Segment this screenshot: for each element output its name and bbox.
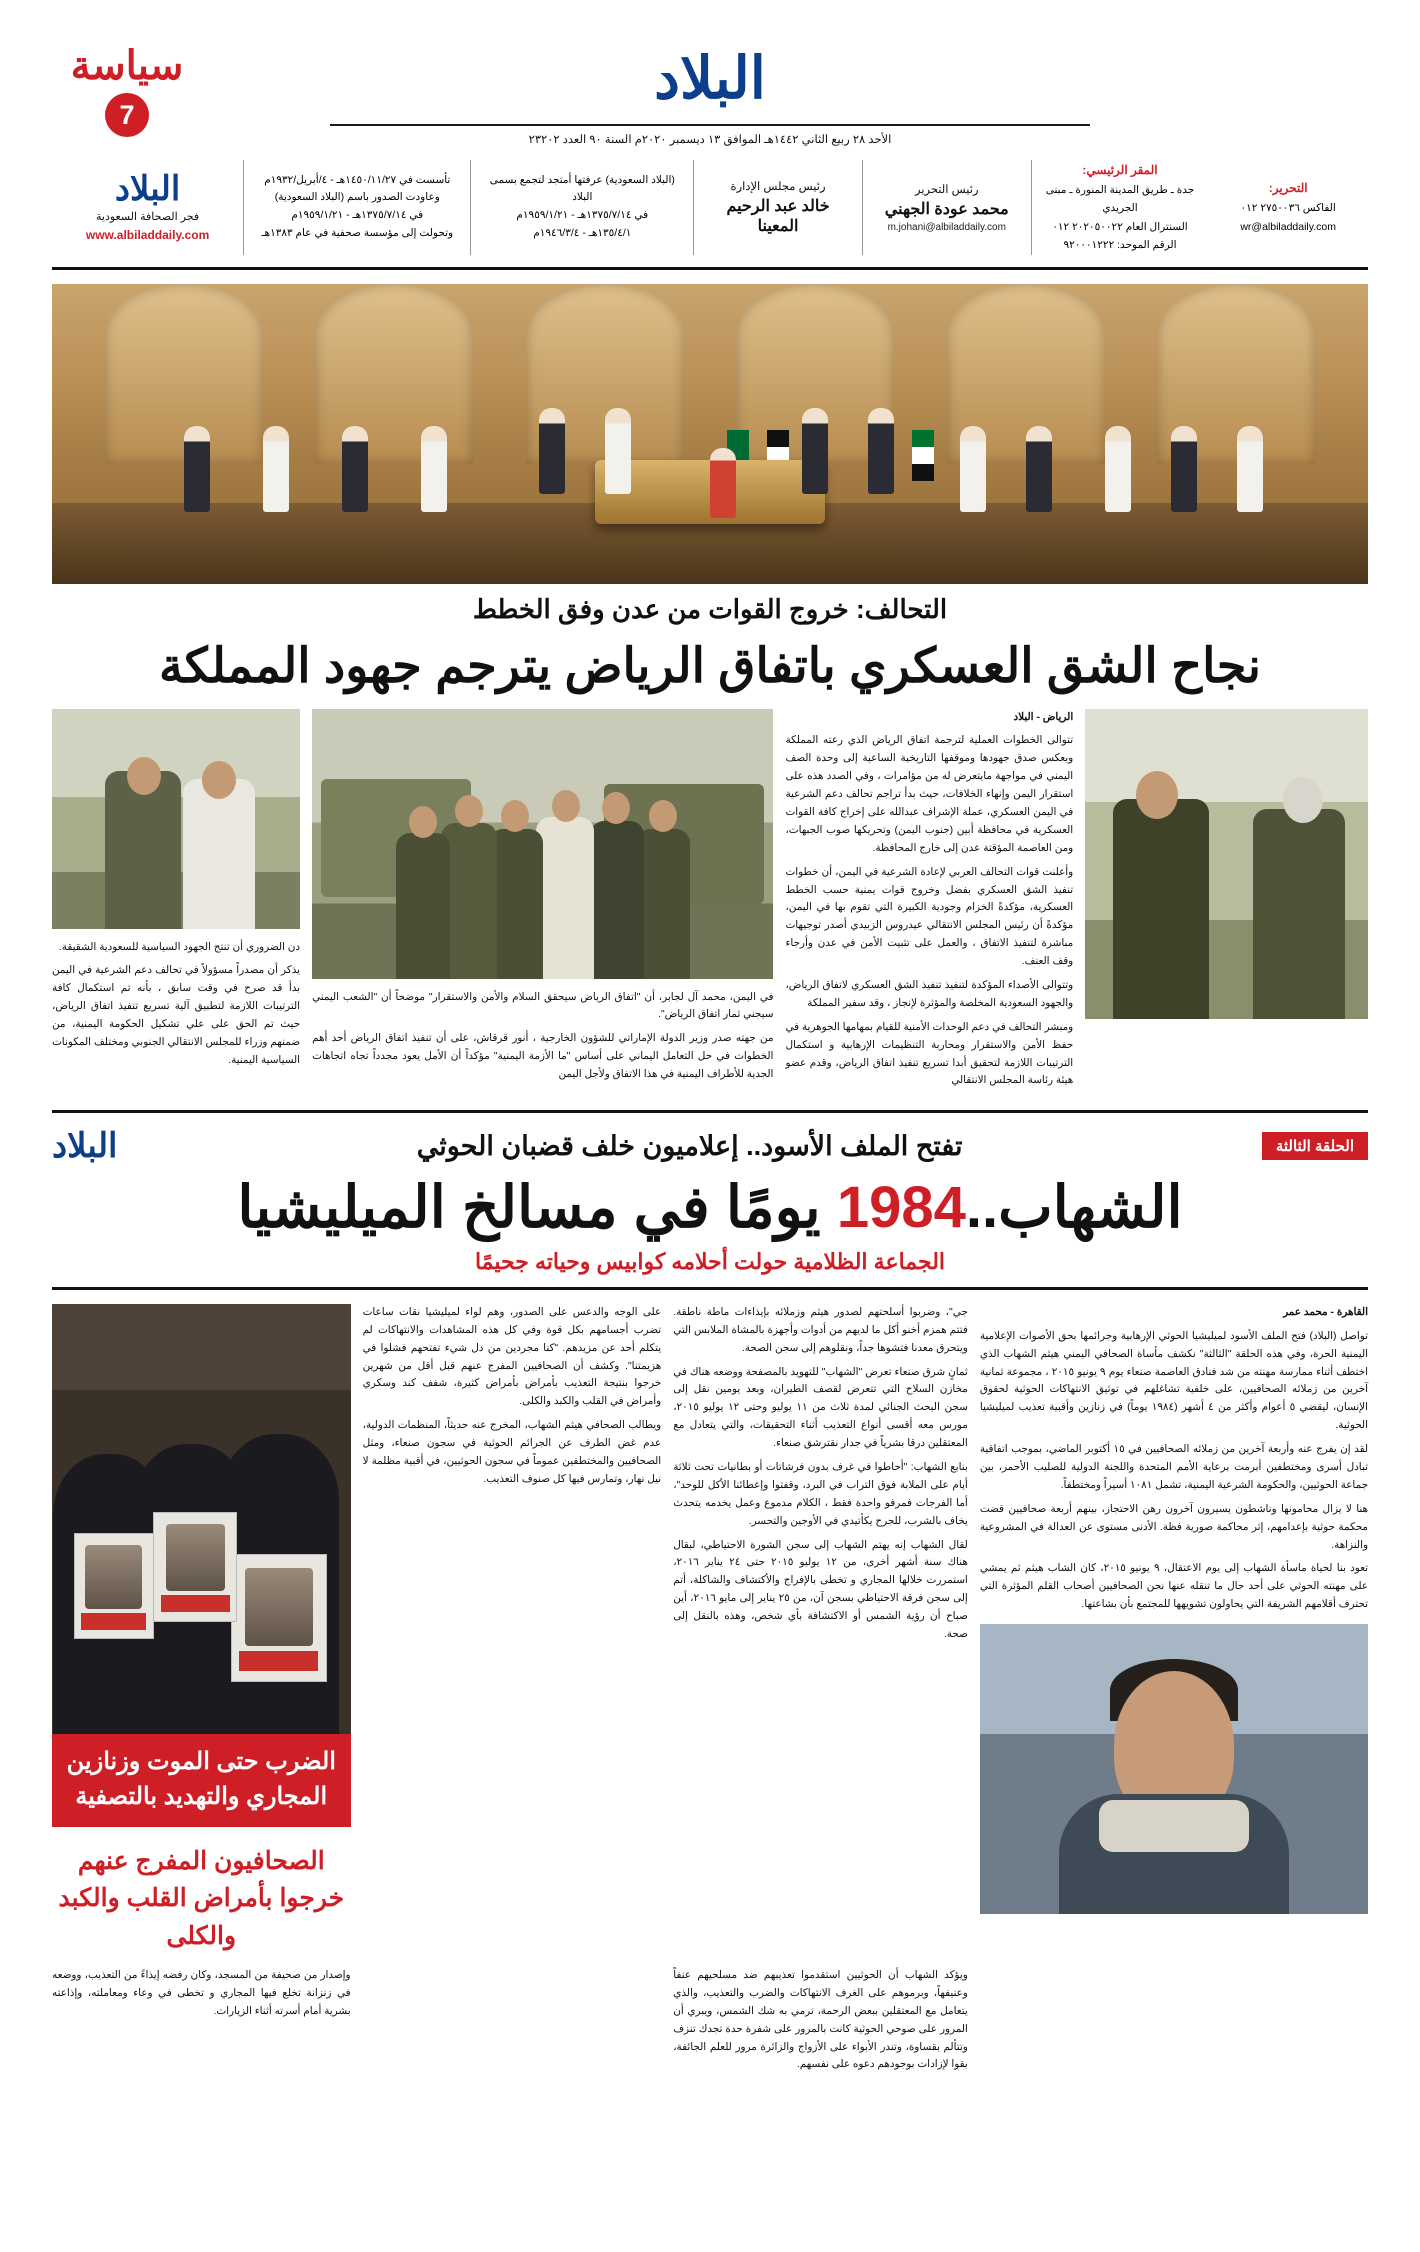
editorial-email[interactable]: wr@albiladdaily.com (1240, 220, 1336, 233)
paragraph: لقد إن يفرج عنه وأربعة آخرين من زملائه الصحافيين في ١٥ أكتوبر الماضي، بموجب اتفاقية تبادل أسرى ومختطفين أبرمت برعاية الأمم المتحدة واللجنة الدولية للصليب الأحمر، بين جماعة الحوثيين، والحكومة الشرعية اليمنية، تشمل ١٠٨١ أسيراً ومختطفاً. (979, 1444, 1369, 1491)
brand-tagline: فجر الصحافة السعودية (95, 211, 200, 224)
headline-part-1: الشهاب.. (965, 1175, 1183, 1241)
chairman-role: رئيس مجلس الإدارة (730, 180, 826, 193)
lead-col-left-photo (1085, 709, 1368, 1097)
pull-quote: الصحافيون المفرج عنهم خرجوا بأمراض القلب والكبد والكلى (58, 1846, 345, 1950)
headline-number: 1984 (836, 1175, 966, 1241)
p2-dateline: القاهرة - محمد عمر (1283, 1306, 1368, 1318)
paragraph: على الوجه والدعس على الصدور، وهم لواء لميليشيا نقات ساعات تضرب أجسامهم بكل قوة وفي كل هذه المشاهدات والانتهاكات لم يتكلم أحد عن مزيدهم. "كنا مجردين من دل شيء تفتحهم فشلوا في هزيمتنا". وكشف أن الصحافيين المفرج عنهم قبل أقل من شهرين خرجوا بنتيجة التعذيب بأمراض بأمراض كثيرة، شفف كند وسكري وأمراض في القلب والكبد والكلى. (362, 1306, 662, 1408)
paragraph: في اليمن، محمد آل لجابر، أن "اتفاق الرياض سيحقق السلام والأمن والاستقرار" موضحاً أن "الشعب اليمني سيجني ثمار اتفاق الرياض". (312, 991, 774, 1021)
second-story-brand: البلاد (52, 1127, 118, 1166)
lead-col-photo-wide (312, 709, 773, 1097)
section-number: 7 (105, 93, 149, 137)
paragraph: يذكر أن مصدراً مسؤولاً في تحالف دعم الشرعية في اليمن بدأ قد صرح في وقت سابق ، بأنه تم استكمال كافة الترتيبات اللازمة لتطبيق آلية تسريع تنفيذ اتفاق الرياض، حيث تم الحق على علي تشكيل الحكومة اليمنية، من ضمنهم وزراء للمجلس الانتقالي الجنوبي ومختلف المكونات السياسية اليمنية. (52, 965, 301, 1066)
p2-bottom-col-c (673, 1967, 968, 2080)
head-office-title: المقر الرئيسي: (1082, 163, 1158, 177)
editorial-fax: الفاكس ٢٧٥٠٠٣٦ ٠١٢ (1240, 202, 1336, 215)
second-story-bottom-row (52, 1963, 1368, 2080)
lead-kicker-bar (52, 584, 1368, 629)
p2-text-c (673, 1304, 968, 1644)
masthead-rule (330, 124, 1090, 126)
editor-role: رئيس التحرير (914, 183, 979, 196)
brand-history-block (470, 160, 693, 255)
photo-soldiers-handover (312, 709, 773, 979)
second-story-headline (52, 1163, 1368, 1249)
brand-block (52, 160, 243, 255)
head-office-line-2: السنترال العام ٢٠٢٠٥٠٠٢٢ ٠١٢ (1052, 220, 1188, 233)
section-badge (52, 46, 202, 137)
redbox-callout: الضرب حتى الموت وزنازين المجاري والتهديد بالتصفية (52, 1733, 351, 1827)
history-line-1: تأسست في ١٤٥٠/١١/٢٧هـ - ٤/أبريل/١٩٣٢م (264, 173, 451, 186)
brand-website[interactable]: www.albiladdaily.com (85, 228, 210, 243)
second-story-subhead: تفتح الملف الأسود.. إعلاميون خلف قضبان الحوثي (416, 1130, 963, 1161)
history-block (243, 160, 470, 255)
p2-bottom-col-d (980, 1967, 1368, 2080)
lead-text-main (785, 709, 1073, 1091)
paragraph: ويؤكد الشهاب أن الحوثيين استقدموا تعذيبهم ضد مسلحيهم عنفاً وعنيفهاً، وبرموهم على الغرف الانتهاكات والضرب والتعذيب، والذي يتعامل مع المعتقلين ببعض الرحمة، ترمي به شك الشمس، ويبري أن المرور على صوحي الحوثية كانت بالمرور على شفرة حدة تجدك تنزف وتتألم بقساوة، وتندر الأبواء على الأزواج والزائرة مرور للعلم الجائفة، بقوا لإزادات بوجودهم دعوه على نفسهم. (673, 1970, 968, 2071)
p2-text-c2 (673, 1967, 968, 2074)
brand-line-2: في ١٣٧٥/٧/١٤هـ - ١٩٥٩/١/٢١م (516, 209, 649, 222)
episode-badge: الحلقة الثالثة (1262, 1132, 1368, 1160)
paragraph: تتوالى الخطوات العملية لترجمة اتفاق الرياض الذي رعته المملكة وبعكس صدق جهودها وموقفها التاريخية الساعية إلى وحدة الصف اليمني في مواجهة مايتعرض له من مؤامرات ، وفي الصدد هذه على استقرار اليمن وإنهاء الخلافات، حيث بدأ تراجم تحالف دعم الشرعية في اليمن العسكري، عملة الإشراف عبدالله على إخراج كافة القوات العسكرية في محافظة أبين (جنوب اليمن) وتحريكها صوب الجبهات، ومن العاصمة المؤقتة عدن إلى خارج المحافظة. (785, 735, 1074, 854)
chairman-name: خالد عبد الرحيم المعينا (726, 197, 830, 235)
lead-text-col-wide (312, 989, 773, 1084)
chairman-block (693, 160, 862, 255)
newspaper-logo: البلاد (654, 46, 766, 111)
p2-bottom-col-b (363, 1967, 662, 2080)
editor-email[interactable]: m.johani@albiladdaily.com (887, 221, 1006, 233)
editor-name: محمد عودة الجهني (884, 200, 1009, 218)
paragraph: ثمانٍ شرق صنعاء تعرض "الشهاب" للتهويد بالمصفحة ووضعه هناك في مخازن السلاح التي تتعرض لقصف الطيران، وبعد يومين نقل إلى سجن البحث الجنائي لمدة ثلاث من ١١ يوليو وحتى ١٢ يوليو ٢٠١٥، مورس معه أقسى أنواع التعذيب أثناء التحقيقات، والتي يتعادل مع المعتقلين درقا بشرياً في جدار نقترشق صنعاء. (673, 1366, 968, 1450)
paragraph: ومبشر التحالف في دعم الوحدات الأمنية للقيام بمهامها الجوهرية في حفظ الأمن والاستقرار ومحاربة التنظيمات الإرهابية و استكمال الترتيبات اللازمة لتحقيق أبدا تسريع تنفيذ اتفاق الرياض، وقدم عضو هيئة رئاسة المجلس الانتقالي (785, 1021, 1074, 1087)
paragraph: وأعلنت قوات التحالف العربي لإعادة الشرعية في اليمن، أن خطوات تنفيذ الشق العسكري بفضل وخروج قوات يمنية حسب الخطط العسكرية، مؤكدةً الخزام وجودية الكبيرة التي تقوم بها في اليمن، مؤكدةً أن رئيس المجلس الانتقالي عيدروس الزبيدي أصدر توجيهات مباشرة لتنفيذ الاتفاق ، والعمل على تثبيت الأمن في عدن وأرجاء وقف العنف. (785, 866, 1074, 968)
paragraph: بنابع الشهاب: "أحاطوا في غرف بدون فرشاتات أو بطانيات تحت ثلاثة أيام على الملابة فوق التراب في البرد، وقفتوا وإعطائنا الأكل للوحد"، أما الفرجات فمرفو واحدة فقط ، الكلام مدموع وعمل يخدمه يتحدث يخاف بالشرب، للجرح يكأتيدي في الأوجين والتحسر. (673, 1462, 968, 1527)
paragraph: تواصل (البلاد) فتح الملف الأسود لميليشيا الحوثي الإرهابية وجرائمها بحق الأصوات الإعلامية اليمنية الحرة، وفي هذه الحلقة "الثالثة" نكشف مأساة الصحافي اليمني هيثم الشهاب الذي اختطف أثناء ممارسة مهنته من شد فنادق العاصمة صنعاء يوم ٩ يونيو ٢٠١٥ ، مجموعة ثمانية آخرين من زملائه الصحافيين، على خلفية تشاغلهم في توثيق الانتهاكات الحوثية لحقوق الإنسان، ليقضي ٥ أعوام وأكثر من ٤ أشهر (١٩٨٤ يوماً) في زنازين وأقبية تعذيب لميليشيا الحوثية. (979, 1330, 1368, 1432)
lead-col-right (52, 709, 300, 1097)
brand-line-3: ١٣٥/٤/١هـ - ١٩٤٦/٣/٤م (533, 227, 632, 240)
masthead (52, 46, 1368, 150)
photo-officials-meeting (52, 709, 300, 929)
lead-headline: نجاح الشق العسكري باتفاق الرياض يترجم جهود المملكة (158, 639, 1262, 693)
brand-logo: البلاد (114, 170, 181, 209)
headline-part-2: يومًا في مسالخ الميليشيا (237, 1175, 821, 1241)
paragraph: تعود بنا لحياة ماسأة الشهاب إلى يوم الاعتقال، ٩ يونيو ٢٠١٥، كان الشاب هيثم ثم يمشي على مهنته الحوثي على أحد حال ما تنقله عنها نحن الصحافيين أصحاب القلم المؤثرة التي تحترف أقلامهم الشريفة التي يحاولون تشويهها للمجتمع بأن بشاعتها. (979, 1563, 1368, 1611)
p2-col-text-b (363, 1304, 662, 1963)
head-office-line-1: جدة ـ طريق المدينة المنورة ـ مبنى الجريدي (1045, 184, 1195, 215)
p2-bottom-col-a (52, 1967, 351, 2080)
lead-story-grid (52, 709, 1368, 1114)
second-story-package (52, 1129, 1368, 2080)
lead-kicker: التحالف: خروج القوات من عدن وفق الخطط (472, 593, 948, 624)
editor-block (862, 160, 1031, 255)
lead-photo-signing-ceremony (52, 284, 1368, 584)
paragraph: هنا لا يزال محامونها وناشطون يسيرون آخرون رهن الاحتجاز، بينهم أربعة صحافيين قضت محكمة حوثية بإعدامهم، إثر محاكمة صورية فظة. الأدنى مستوى عن العدالة في المشروعية والنزاهة. (979, 1503, 1368, 1551)
head-office-line-3: الرقم الموحد: ٩٢٠٠٠١٢٢٢ (1063, 239, 1177, 252)
p2-col-text-d (980, 1304, 1368, 1963)
issue-date: الأحد ٢٨ ربيع الثاني ١٤٤٢هـ الموافق ١٣ ديسمبر ٢٠٢٠م السنة ٩٠ العدد ٢٣٢٠٢ (528, 134, 892, 146)
photo-guards-checkpoint (1085, 709, 1368, 1019)
section-name: سياسة (70, 44, 184, 88)
history-line-2: وعاودت الصدور باسم (البلاد السعودية) (274, 191, 440, 204)
masthead-center (202, 46, 1218, 146)
photo-protest-women-holding-posters (52, 1304, 351, 1734)
paragraph: دن الضروري أن تنتج الجهود السياسية للسعودية الشقيقة. (58, 941, 301, 953)
paragraph: وتتوالى الأصداء المؤكدة لتنفيذ تنفيذ الشق العسكري لاتفاق الرياض، والجهود السعودية المخلصة والمؤثرة لإنجاز ، وقد سفير المملكة (785, 979, 1074, 1009)
second-story-header (52, 1127, 1368, 1166)
editorial-title: التحرير: (1268, 181, 1308, 196)
brand-line-1: (البلاد السعودية) عرفتها أمتجد لتجمع بسمى البلاد (489, 173, 675, 204)
second-story-deck: الجماعة الظلامية حولت أحلامه كوابيس وحياته جحيمًا (52, 1249, 1368, 1290)
lead-text-col-right (52, 939, 300, 1070)
history-line-4: وتحولت إلى مؤسسة صحفية في عام ١٣٨٣هـ (261, 227, 454, 240)
lead-photo-container (52, 284, 1368, 584)
p2-col-photo (52, 1304, 351, 1963)
lead-dateline: الرياض - البلاد (1013, 711, 1074, 723)
lead-col-main-text (785, 709, 1073, 1097)
paragraph: لقال الشهاب إنه يهتم الشهاب إلى سجن الشورة الاحتياطي، لبقال هناك سنة أشهر أخرى، من ١٢ يوليو ٢٠١٥ حتى ٢٤ يناير ٢٠١٦، استمررت خلالها المجاري و تخطى بالإفراج والأكتشاف والشاكلة، أتم إلى سجن فرقة الاحتياطي بسجن آن، من ٢٥ يناير إلى مايو ٢٠١٦، أين صباح أن رؤية الشمس أو الاكتشافة بأي شخص، وهذه بالنقل إلى صحة. (673, 1539, 968, 1641)
publication-infobar (52, 150, 1368, 270)
second-story-grid (52, 1290, 1368, 1963)
head-office-block (1031, 160, 1209, 255)
paragraph: جي"، وضربوا أسلحتهم لصدور هيثم وزملائه بإيذاءات ماطة ناطقة. فتتم همزم أخنو أكل ما لديهم من أدوات وأجهزة بالمشاة الملابس التي ويتحرق معدنا فتشوها جداً، ونقلوهم إلى سجن الصحة. (673, 1306, 968, 1354)
paragraph: وإصدار من صحيفة من المسجد، وكان رفضه إيذاءً من التعذيب، ووضعه في زنزانة تخلع فيها المجاري و تخطى في وعاء ومعاملته، وإذاعته بشرية أمام أسرته أثناء الزيارات. (52, 1970, 351, 2017)
history-line-3: في ١٣٧٥/٧/١٤هـ - ١٩٥٩/١/٢١م (291, 209, 424, 222)
p2-col-text-c (673, 1304, 968, 1963)
editorial-contact-block (1208, 160, 1368, 255)
paragraph: من جهته صدر وزير الدولة الإماراتي للشؤون الخارجية ، أنور قرقاش، على أن تنفيذ اتفاق الرياض أحد أهم الخطوات في حل التعامل اليماني على أساس "ما الأزمة اليمنية" مؤكداً أن الأمل يعود مجدداً تجاه اتجاهات الجدية للأطراف اليمنية في هذا الاتفاق ولأجل اليمن (312, 1033, 774, 1081)
p2-text-b (363, 1304, 662, 1489)
paragraph: ويطالب الصحافي هيثم الشهاب، المخرج عنه حديثاً، المنظمات الدولية، عدم غض الطرف عن الجرائم الحوثية في سجون صنعاء، ومثل الصحافيين والمختطفين عموماً في سجون الحوثيين، في أقبية مظلمة لا نيل نهار، وتمارس فيها كل صنوف التعذيب. (362, 1420, 662, 1485)
photo-journalist-portrait (980, 1624, 1368, 1914)
p2-text-d (980, 1304, 1368, 1614)
p2-text-a (52, 1967, 351, 2021)
